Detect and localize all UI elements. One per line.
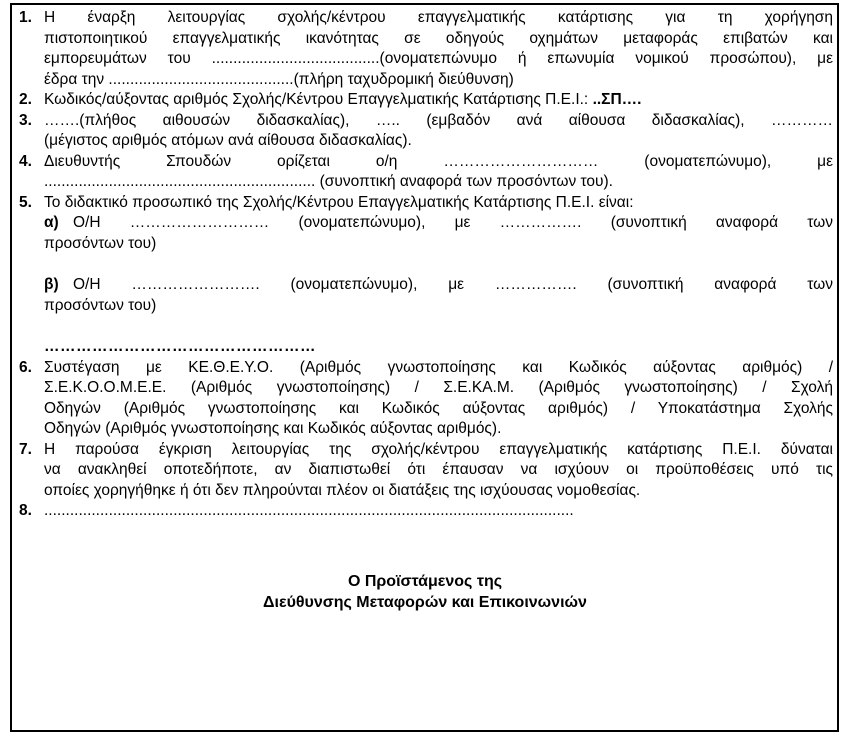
- staff-entry-b: [44, 275, 833, 296]
- item-6: [19, 358, 833, 440]
- item-1-line-2: πιστοποιητικού επαγγελματικής ικανότητας σε οδηγούς οχημάτων μεταφοράς επιβατών και: [44, 29, 833, 47]
- document-body: [19, 8, 833, 522]
- item-8-dots: ...........................................................................................................................: [44, 502, 574, 519]
- item-2: [19, 90, 833, 111]
- school-code: ..ΣΠ….: [592, 91, 642, 108]
- staff-entry-a: [44, 213, 833, 234]
- item-number: 3.: [19, 111, 32, 129]
- item-number: 2.: [19, 91, 32, 108]
- item-4-line-1: Διευθυντής Σπουδών ορίζεται ο/η ………………………… (ονοματεπώνυμο), με: [44, 152, 833, 170]
- item-number: 4.: [19, 152, 32, 170]
- sub-label: α): [44, 214, 59, 231]
- signature-line-1: Ο Προϊστάμενος της: [347, 573, 503, 590]
- item-6-line-3: Οδηγών (Αριθμός γνωστοποίησης και Κωδικός αύξοντας αριθμός) / Υποκατάστημα Σχολής: [44, 399, 833, 417]
- staff-more-dots: ……………………………………………: [44, 338, 316, 355]
- staff-a-line-1: Ο/Η ……………………… (ονοματεπώνυμο), με ……………. (συνοπτική αναφορά των: [73, 214, 833, 231]
- item-7-line-1: Η παρούσα έγκριση λειτουργίας της σχολής/κέντρου επαγγελματικής κατάρτισης Π.Ε.Ι. δύναται: [44, 440, 833, 458]
- item-number: 7.: [19, 440, 32, 458]
- item-2-text: Κωδικός/αύξοντας αριθμός Σχολής/Κέντρου Επαγγελματικής Κατάρτισης Π.Ε.Ι.:: [44, 91, 593, 108]
- item-7-line-3: οποίες χορηγήθηκε ή ότι δεν πληρούνται πλέον οι διατάξεις της ισχύουσας νομοθεσίας.: [44, 481, 641, 499]
- item-6-line-2: Σ.Ε.Κ.Ο.Ο.Μ.Ε.Ε. (Αριθμός γνωστοποίησης) / Σ.Ε.ΚΑ.Μ. (Αριθμός γνωστοποίησης) / Σχολή: [44, 379, 833, 396]
- sub-label: β): [44, 276, 59, 293]
- item-1-line-3: εμπορευμάτων του .......................................(ονοματεπώνυμο ή επωνυμία νομικού προσώπου), με: [44, 50, 833, 67]
- staff-b-line-1: Ο/Η ……………………. (ονοματεπώνυμο), με ……………. (συνοπτική αναφορά των: [73, 276, 833, 293]
- item-6-line-1: Συστέγαση με ΚΕ.Θ.Ε.Υ.Ο. (Αριθμός γνωστοποίησης και Κωδικός αύξοντας αριθμός) /: [44, 358, 833, 376]
- item-6-line-4: Οδηγών (Αριθμός γνωστοποίησης και Κωδικός αύξοντας αριθμός).: [44, 420, 502, 437]
- item-4: [19, 152, 833, 193]
- item-5-intro: Το διδακτικό προσωπικό της Σχολής/Κέντρου Επαγγελματικής Κατάρτισης Π.Ε.Ι. είναι:: [44, 193, 634, 211]
- item-number: 8.: [19, 502, 32, 519]
- item-1-line-1: Η έναρξη λειτουργίας σχολής/κέντρου επαγγελματικής κατάρτισης για τη χορήγηση: [44, 9, 833, 26]
- item-3-line-1: …….(πλήθος αιθουσών διδασκαλίας), ….. (εμβαδόν ανά αίθουσα διδασκαλίας), …………: [44, 111, 833, 129]
- item-number: 5.: [19, 193, 32, 211]
- item-3: [19, 111, 833, 152]
- item-number: 6.: [19, 358, 32, 376]
- item-8: [19, 501, 833, 522]
- item-3-line-2: (μέγιστος αριθμός ατόμων ανά αίθουσα διδασκαλίας).: [44, 132, 412, 149]
- item-7-line-2: να ανακληθεί οποτεδήποτε, αν διαπιστωθεί ότι έπαυσαν να ισχύουν οι προϋποθέσεις υπό τις: [44, 461, 833, 478]
- staff-b-line-2: προσόντων του): [44, 296, 157, 314]
- item-number: 1.: [19, 9, 32, 26]
- item-1: [19, 8, 833, 90]
- signature-line-2: Διεύθυνσης Μεταφορών και Επικοινωνιών: [263, 594, 587, 611]
- staff-a-line-2: προσόντων του): [44, 234, 157, 252]
- item-1-line-4: έδρα την ...........................................(πλήρη ταχυδρομική διεύθυνση): [44, 70, 514, 88]
- item-7: [19, 440, 833, 502]
- item-4-line-2: ............................................................... (συνοπτική αναφορά των προσόντων του).: [44, 173, 613, 190]
- signature-title: [0, 571, 850, 613]
- item-5: [19, 193, 833, 358]
